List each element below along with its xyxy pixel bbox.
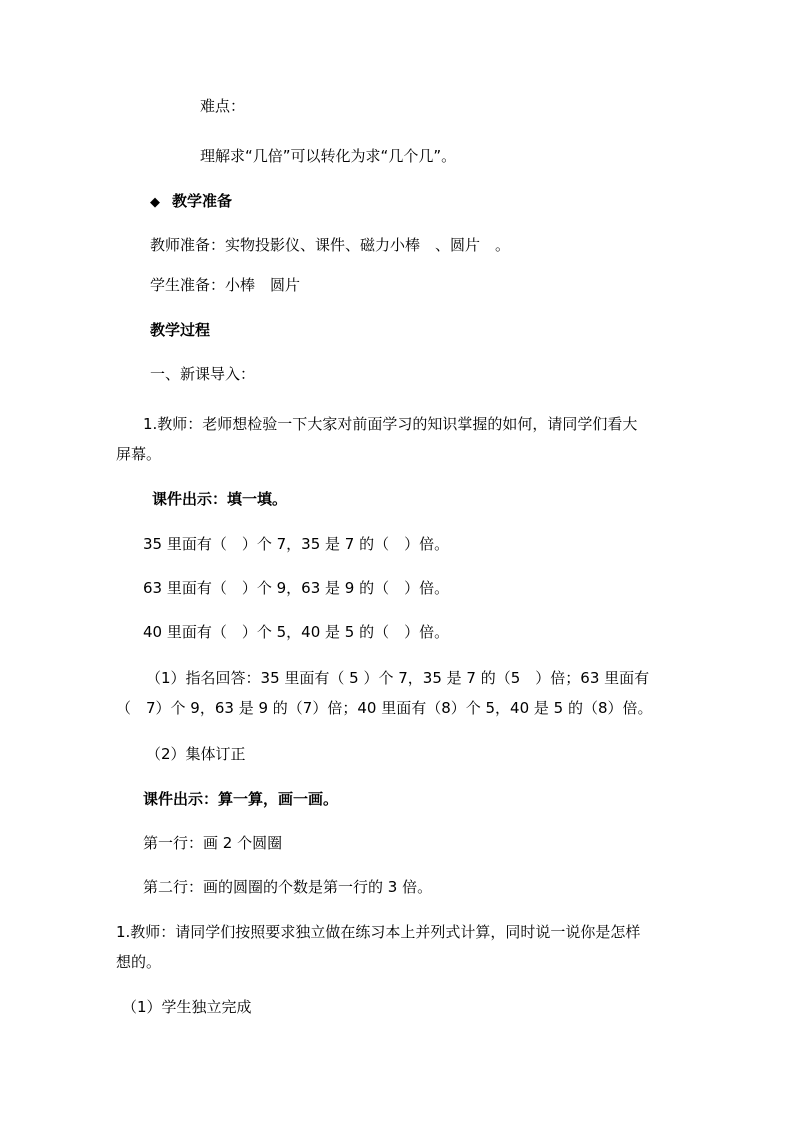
item2-line1: 1.教师：请同学们按照要求独立做在练习本上并列式计算，同时说一说你是怎样 [116,923,641,941]
difficulty-text: 理解求“几倍”可以转化为求“几个几”。 [200,147,457,165]
row-1-instruction: 第一行：画 2 个圆圈 [143,834,283,852]
process-heading: 教学过程 [150,321,211,339]
fill-line-1: 35 里面有（ ）个 7，35 是 7 的（ ）倍。 [143,535,450,553]
prep-heading-row [150,191,232,213]
student-prep: 学生准备：小棒 圆片 [150,276,301,294]
student-done-line: （1）学生独立完成 [122,998,252,1016]
diamond-bullet-icon: ◆ [150,195,160,210]
item2-line2: 想的。 [116,953,162,971]
correct-line: （2）集体订正 [146,745,246,763]
fill-line-2: 63 里面有（ ）个 9，63 是 9 的（ ）倍。 [143,579,450,597]
courseware-heading-2: 课件出示：算一算，画一画。 [143,790,339,808]
item1-line1: 1.教师：老师想检验一下大家对前面学习的知识掌握的如何，请同学们看大 [143,415,638,433]
prep-heading: 教学准备 [172,192,233,210]
row-2-instruction: 第二行：画的圆圈的个数是第一行的 3 倍。 [143,878,433,896]
answer-line-1: （1）指名回答：35 里面有（ 5 ）个 7，35 是 7 的（5 ）倍；63 里面有 [146,669,650,687]
courseware-heading-1: 课件出示：填一填。 [152,490,288,508]
difficulty-label: 难点： [200,97,246,115]
section-intro: 一、新课导入： [150,365,256,383]
fill-line-3: 40 里面有（ ）个 5，40 是 5 的（ ）倍。 [143,623,450,641]
teacher-prep: 教师准备：实物投影仪、课件、磁力小棒 、圆片 。 [150,236,511,254]
answer-line-2: （ 7）个 9，63 是 9 的（7）倍；40 里面有（8）个 5，40 是 5 的（8）倍。 [116,699,653,717]
item1-line2: 屏幕。 [116,445,162,463]
